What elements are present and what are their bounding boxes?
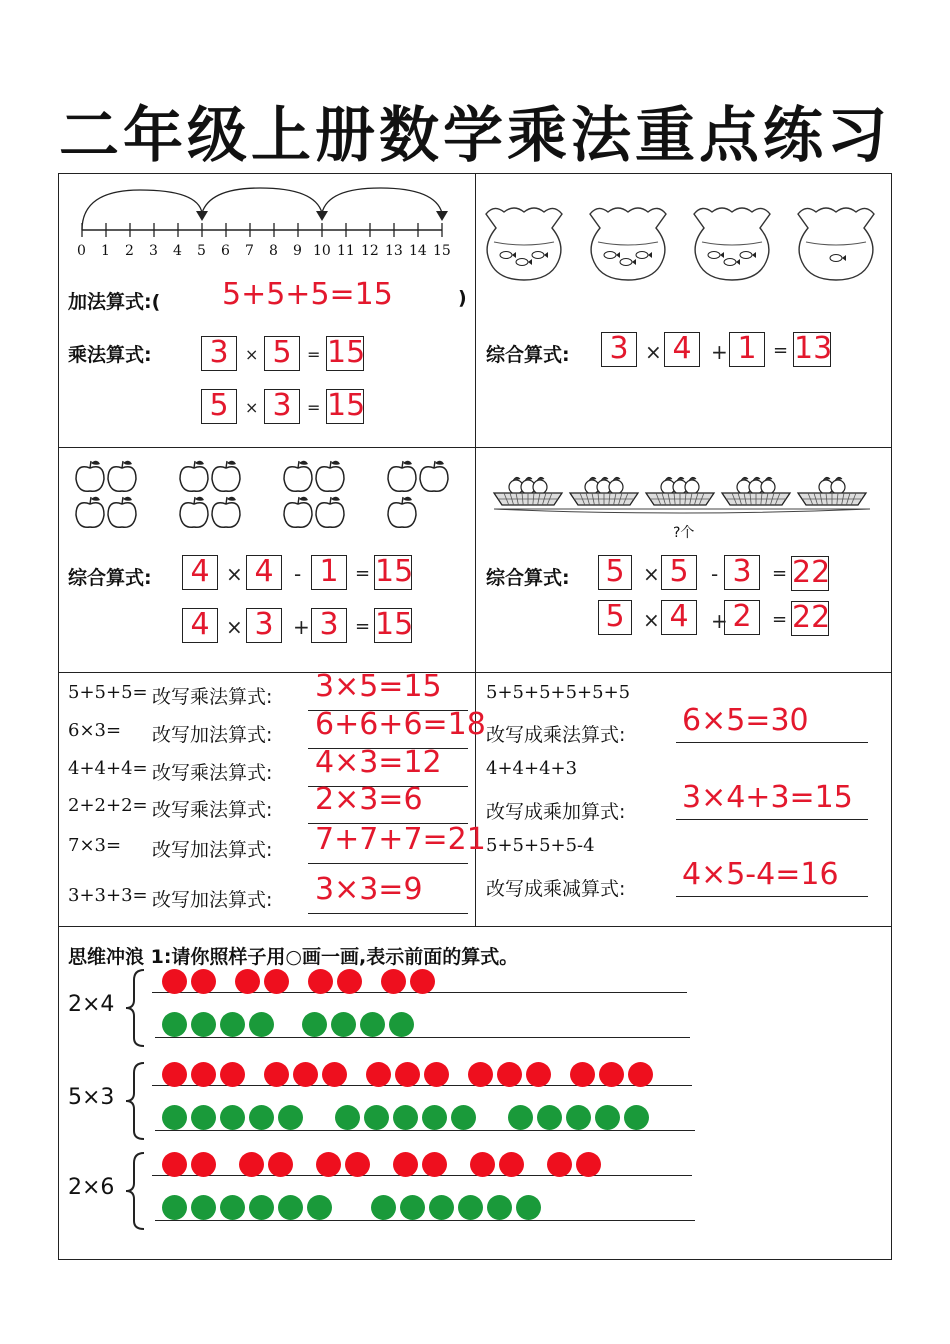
tick-label: 12 xyxy=(361,243,379,259)
red-dot xyxy=(424,1062,449,1087)
green-dot xyxy=(162,1012,187,1037)
rewrite-instruction: 改写成乘加算式: xyxy=(486,801,626,823)
answer-underline xyxy=(155,1130,695,1131)
red-dot xyxy=(570,1062,595,1087)
rewrite-answer: 6×5=30 xyxy=(682,703,809,738)
rewrite-answer: 4×5-4=16 xyxy=(682,857,839,892)
rewrite-instruction: 改写成乘法算式: xyxy=(486,724,626,746)
tick-label: 4 xyxy=(173,243,182,259)
answer-box: 3 xyxy=(201,336,237,371)
times-sign: × xyxy=(645,340,662,364)
apple-icon xyxy=(420,461,448,492)
green-dot xyxy=(278,1105,303,1130)
basket-icon xyxy=(570,477,638,505)
answer-box: 4 xyxy=(664,332,700,367)
page-title: 二年级上册数学乘法重点练习 xyxy=(59,101,891,171)
answer-box: 3 xyxy=(311,608,347,643)
green-dot xyxy=(360,1012,385,1037)
tick-label: 11 xyxy=(337,243,355,259)
q4-label: 综合算式: xyxy=(486,567,570,589)
fish-icon xyxy=(620,259,632,266)
green-dot xyxy=(393,1105,418,1130)
fish-bowl xyxy=(590,208,666,280)
group-label: 2×6 xyxy=(68,1175,115,1200)
fish-icon xyxy=(532,252,544,259)
red-dot xyxy=(628,1062,653,1087)
apple-icon xyxy=(388,497,416,528)
answer-box: 15 xyxy=(375,554,414,589)
equals-sign: = xyxy=(355,563,371,584)
rewrite-expression: 6×3= xyxy=(68,720,122,741)
fish-icon xyxy=(500,252,512,259)
green-dot xyxy=(429,1195,454,1220)
apple-icon xyxy=(284,461,312,492)
red-dot xyxy=(268,1152,293,1177)
fish-icon xyxy=(830,255,842,262)
red-dot xyxy=(366,1062,391,1087)
apple-icon xyxy=(316,461,344,492)
fish-bowl xyxy=(486,208,562,280)
rewrite-instruction: 改写成乘减算式: xyxy=(486,878,626,900)
mul-label: 乘法算式: xyxy=(68,344,152,366)
red-dot xyxy=(547,1152,572,1177)
plus-sign: + xyxy=(293,615,310,639)
rewrite-instruction: 改写加法算式: xyxy=(152,724,273,746)
tick-label: 9 xyxy=(293,243,302,259)
apple-icon xyxy=(108,497,136,528)
equals-sign: = xyxy=(307,345,321,364)
green-dot xyxy=(331,1012,356,1037)
group-label: 2×4 xyxy=(68,992,115,1017)
green-dot xyxy=(249,1105,274,1130)
red-dot xyxy=(410,969,435,994)
answer-underline xyxy=(155,1220,695,1221)
red-dot xyxy=(308,969,333,994)
apple-icon xyxy=(388,461,416,492)
green-dot xyxy=(400,1195,425,1220)
rewrite-expression: 3+3+3= xyxy=(68,885,148,906)
green-dot xyxy=(220,1195,245,1220)
green-dot xyxy=(249,1195,274,1220)
red-dot xyxy=(499,1152,524,1177)
red-dot xyxy=(337,969,362,994)
answer-box: 1 xyxy=(729,332,765,367)
add-close: ) xyxy=(458,287,467,309)
tick-label: 7 xyxy=(245,243,254,259)
apple-icon xyxy=(316,497,344,528)
rewrite-expression: 4+4+4+3 xyxy=(486,758,578,779)
times-sign: × xyxy=(643,608,660,632)
brace-icon xyxy=(122,966,152,1066)
answer-box: 5 xyxy=(661,555,697,590)
tick-label: 8 xyxy=(269,243,278,259)
rewrite-answer: 6+6+6=18 xyxy=(315,707,486,742)
answer-underline xyxy=(308,863,468,864)
red-dot xyxy=(470,1152,495,1177)
green-dot xyxy=(389,1012,414,1037)
answer-box: 3 xyxy=(601,332,637,367)
red-dot xyxy=(264,1062,289,1087)
answer-box: 15 xyxy=(327,388,366,423)
baskets-illustration xyxy=(490,465,875,525)
answer-underline xyxy=(676,819,868,820)
fish-icon xyxy=(604,252,616,259)
red-dot xyxy=(264,969,289,994)
brace-icon xyxy=(122,1059,152,1159)
answer-box: 5 xyxy=(598,600,632,635)
minus-sign: - xyxy=(294,562,302,586)
rewrite-answer: 7+7+7=21 xyxy=(315,822,486,857)
q3-label: 综合算式: xyxy=(68,567,152,589)
answer-box: 4 xyxy=(182,555,218,590)
fish-icon xyxy=(636,252,648,259)
green-dot xyxy=(508,1105,533,1130)
green-dot xyxy=(162,1195,187,1220)
green-dot xyxy=(516,1195,541,1220)
apple-icon xyxy=(212,461,240,492)
red-dot xyxy=(162,969,187,994)
tick-label: 15 xyxy=(433,243,451,259)
times-sign: × xyxy=(226,562,243,586)
red-dot xyxy=(345,1152,370,1177)
green-dot xyxy=(191,1105,216,1130)
green-dot xyxy=(278,1195,303,1220)
red-dot xyxy=(191,1062,216,1087)
apple-icon xyxy=(180,497,208,528)
basket-caption: ?个 xyxy=(673,525,695,541)
answer-box: 22 xyxy=(792,600,831,635)
apple-icon xyxy=(108,461,136,492)
tick-label: 13 xyxy=(385,243,403,259)
red-dot xyxy=(497,1062,522,1087)
red-dot xyxy=(393,1152,418,1177)
green-dot xyxy=(302,1012,327,1037)
rewrite-expression: 5+5+5+5-4 xyxy=(486,835,595,856)
green-dot xyxy=(249,1012,274,1037)
rewrite-answer: 3×4+3=15 xyxy=(682,780,853,815)
rewrite-answer: 4×3=12 xyxy=(315,745,442,780)
answer-box: 5 xyxy=(264,336,300,371)
times-sign: × xyxy=(245,398,259,417)
fish-icon xyxy=(740,252,752,259)
red-dot xyxy=(576,1152,601,1177)
red-dot xyxy=(422,1152,447,1177)
rewrite-instruction: 改写加法算式: xyxy=(152,889,273,911)
answer-box: 5 xyxy=(598,555,632,590)
green-dot xyxy=(595,1105,620,1130)
rewrite-instruction: 改写乘法算式: xyxy=(152,762,273,784)
tick-label: 2 xyxy=(125,243,134,259)
rewrite-expression: 5+5+5+5+5+5 xyxy=(486,682,631,703)
answer-box: 4 xyxy=(661,600,697,635)
rewrite-answer: 3×3=9 xyxy=(315,872,423,907)
red-dot xyxy=(220,1062,245,1087)
answer-box: 13 xyxy=(794,331,833,366)
equals-sign: = xyxy=(355,616,371,637)
green-dot xyxy=(220,1012,245,1037)
minus-sign: - xyxy=(711,562,719,586)
tick-label: 0 xyxy=(77,243,86,259)
basket-icon xyxy=(798,477,866,505)
times-sign: × xyxy=(245,345,259,364)
answer-underline xyxy=(676,742,868,743)
red-dot xyxy=(526,1062,551,1087)
rewrite-instruction: 改写加法算式: xyxy=(152,839,273,861)
green-dot xyxy=(566,1105,591,1130)
answer-box: 22 xyxy=(792,555,831,590)
green-dot xyxy=(458,1195,483,1220)
equals-sign: = xyxy=(772,563,788,584)
green-dot xyxy=(487,1195,512,1220)
rewrite-expression: 2+2+2= xyxy=(68,795,148,816)
red-dot xyxy=(293,1062,318,1087)
tick-label: 6 xyxy=(221,243,230,259)
green-dot xyxy=(335,1105,360,1130)
answer-box: 3 xyxy=(246,608,282,643)
divider xyxy=(58,926,892,927)
answer-box: 5 xyxy=(201,389,237,424)
answer-box: 1 xyxy=(311,555,347,590)
green-dot xyxy=(537,1105,562,1130)
add-answer: 5+5+5=15 xyxy=(222,277,393,312)
green-dot xyxy=(364,1105,389,1130)
green-dot xyxy=(371,1195,396,1220)
plus-sign: + xyxy=(711,609,728,633)
column-divider xyxy=(475,173,476,926)
answer-box: 3 xyxy=(724,555,760,590)
plus-sign: + xyxy=(711,340,728,364)
tick-label: 3 xyxy=(149,243,158,259)
answer-box: 4 xyxy=(182,608,218,643)
basket-icon xyxy=(646,477,714,505)
green-dot xyxy=(191,1012,216,1037)
fish-bowls-illustration xyxy=(484,200,884,290)
rewrite-instruction: 改写乘法算式: xyxy=(152,799,273,821)
answer-underline xyxy=(152,1175,692,1176)
red-dot xyxy=(381,969,406,994)
red-dot xyxy=(235,969,260,994)
tick-label: 1 xyxy=(101,243,110,259)
green-dot xyxy=(162,1105,187,1130)
rewrite-answer: 2×3=6 xyxy=(315,782,423,817)
red-dot xyxy=(162,1152,187,1177)
apple-icon xyxy=(76,497,104,528)
fish-icon xyxy=(516,259,528,266)
apple-icon xyxy=(180,461,208,492)
q2-label: 综合算式: xyxy=(486,344,570,366)
red-dot xyxy=(162,1062,187,1087)
answer-box: 3 xyxy=(264,389,300,424)
green-dot xyxy=(624,1105,649,1130)
add-label: 加法算式:( xyxy=(68,291,161,313)
times-sign: × xyxy=(643,562,660,586)
green-dot xyxy=(307,1195,332,1220)
answer-box: 15 xyxy=(375,607,414,642)
red-dot xyxy=(599,1062,624,1087)
tick-label: 10 xyxy=(313,243,331,259)
basket-icon xyxy=(722,477,790,505)
apple-icon xyxy=(212,497,240,528)
rewrite-answer: 3×5=15 xyxy=(315,669,442,704)
answer-underline xyxy=(155,1037,690,1038)
answer-box: 4 xyxy=(246,555,282,590)
times-sign: × xyxy=(226,615,243,639)
green-dot xyxy=(422,1105,447,1130)
tick-label: 5 xyxy=(197,243,206,259)
red-dot xyxy=(395,1062,420,1087)
green-dot xyxy=(191,1195,216,1220)
red-dot xyxy=(191,969,216,994)
red-dot xyxy=(322,1062,347,1087)
red-dot xyxy=(316,1152,341,1177)
group-label: 5×3 xyxy=(68,1085,115,1110)
basket-icon xyxy=(494,477,562,505)
rewrite-expression: 5+5+5= xyxy=(68,682,148,703)
answer-box: 15 xyxy=(327,335,366,370)
red-dot xyxy=(239,1152,264,1177)
fish-icon xyxy=(708,252,720,259)
apples-illustration xyxy=(70,455,470,540)
tick-label: 14 xyxy=(409,243,427,259)
green-dot xyxy=(451,1105,476,1130)
rewrite-expression: 4+4+4= xyxy=(68,758,148,779)
equals-sign: = xyxy=(772,609,788,630)
fish-bowl xyxy=(798,208,874,280)
rewrite-instruction: 改写乘法算式: xyxy=(152,686,273,708)
red-dot xyxy=(191,1152,216,1177)
rewrite-expression: 7×3= xyxy=(68,835,122,856)
red-dot xyxy=(468,1062,493,1087)
answer-underline xyxy=(308,913,468,914)
green-dot xyxy=(220,1105,245,1130)
equals-sign: = xyxy=(307,398,321,417)
apple-icon xyxy=(284,497,312,528)
apple-icon xyxy=(76,461,104,492)
fish-icon xyxy=(724,259,736,266)
fish-bowl xyxy=(694,208,770,280)
thinking-heading: 思维冲浪 1:请你照样子用○画一画,表示前面的算式。 xyxy=(68,946,519,968)
answer-underline xyxy=(676,896,868,897)
brace-icon xyxy=(122,1149,152,1249)
equals-sign: = xyxy=(773,340,789,361)
answer-box: 2 xyxy=(724,600,760,635)
